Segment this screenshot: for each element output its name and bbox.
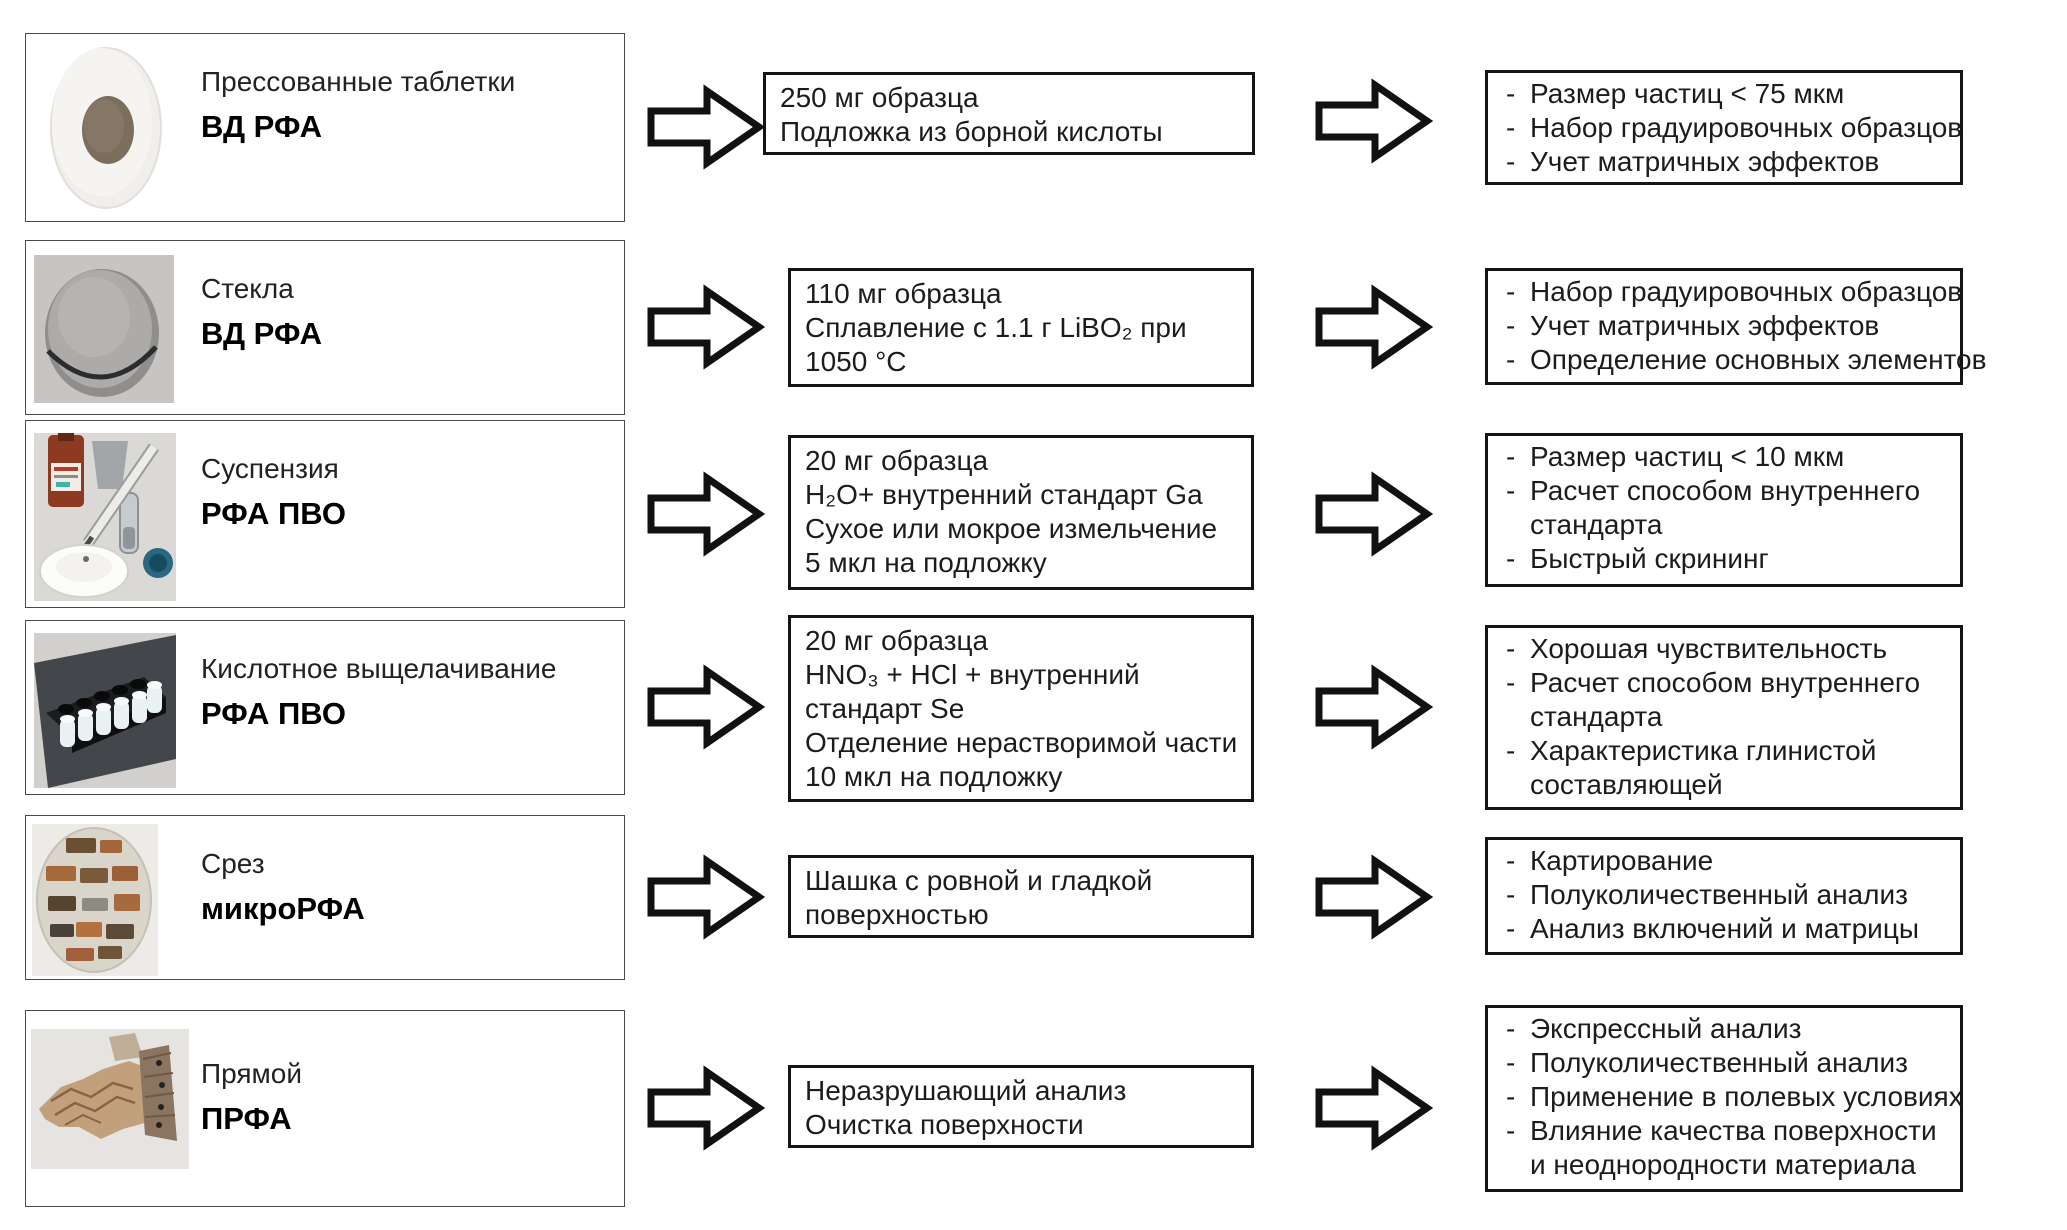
prep-line: поверхностью [805,899,989,930]
feature-text: составляющей [1530,769,1723,800]
feature-text: Полуколичественный анализ [1530,1047,1908,1078]
feature-item [1498,343,1987,377]
bullet-dash [1498,1148,1530,1182]
features-box [1485,268,1987,385]
flow-arrow-icon [1313,661,1433,753]
feature-text: Анализ включений и матрицы [1530,913,1919,944]
prep-line: Очистка поверхности [805,1109,1084,1140]
sample-type-label: Стекла [201,273,294,304]
feature-text: Характеристика глинистой [1530,735,1877,766]
sample-card-suspension [25,420,625,608]
sample-card-labels [201,451,346,533]
flow-arrow-icon [645,468,765,560]
feature-item [1498,632,1950,666]
feature-item [1498,700,1950,734]
preparation-box [788,435,1254,590]
flow-arrow-icon [1313,851,1433,943]
prep-line: H₂O+ внутренний стандарт Ga [805,479,1203,510]
prep-line: 5 мкл на подложку [805,547,1047,578]
prep-line: 10 мкл на подложку [805,761,1063,792]
bullet-dash: - [1506,1013,1516,1044]
bullet-dash [1498,700,1530,734]
feature-text: Размер частиц < 10 мкм [1530,441,1845,472]
bullet-dash: - [1506,913,1516,944]
sample-card-labels [201,1056,302,1138]
method-name-label: микроРФА [201,891,365,926]
preparation-box [788,268,1254,387]
feature-text: Быстрый скрининг [1530,543,1769,574]
features-box [1485,1005,1963,1192]
feature-text: Применение в полевых условиях [1530,1081,1963,1112]
preparation-box [763,72,1255,155]
feature-item [1498,1114,1950,1148]
prep-line: 20 мг образца [805,625,989,656]
sample-card-acid-leaching [25,620,625,795]
sample-card-cross-section [25,815,625,980]
sample-card-labels [201,651,556,733]
flow-arrow-icon [645,81,765,173]
features-box [1485,837,1963,955]
feature-text: стандарта [1530,701,1663,732]
acid-leaching-photo [34,633,176,788]
feature-item [1498,1148,1950,1182]
feature-item [1498,666,1950,700]
bullet-dash: - [1506,543,1516,574]
feature-text: Полуколичественный анализ [1530,879,1908,910]
feature-text: Влияние качества поверхности [1530,1115,1937,1146]
feature-item [1498,275,1963,309]
bullet-dash: - [1506,475,1516,506]
sample-type-label: Срез [201,848,265,879]
feature-text: Картирование [1530,845,1714,876]
sample-type-label: Прямой [201,1058,303,1089]
feature-text: Определение основных элементов [1530,344,1987,375]
features-box [1485,433,1963,587]
feature-text: Хорошая чувствительность [1530,633,1888,664]
bullet-dash: - [1506,1081,1516,1112]
feature-item [1498,878,1950,912]
prep-line: стандарт Se [805,693,965,724]
pressed-pellet-photo [38,42,188,214]
feature-item [1498,77,1950,111]
prep-line: HNO₃ + HCl + внутренний [805,659,1140,690]
flow-arrow-icon [1313,75,1433,167]
feature-item [1498,440,1950,474]
feature-text: стандарта [1530,509,1663,540]
method-name-label: РФА ПВО [201,496,346,531]
feature-text: Экспрессный анализ [1530,1013,1802,1044]
feature-item [1498,309,1950,343]
bullet-dash: - [1506,1047,1516,1078]
method-name-label: ВД РФА [201,316,323,351]
feature-item [1498,1046,1950,1080]
preparation-box [788,615,1254,802]
prep-line: Неразрушающий анализ [805,1075,1127,1106]
preparation-box [788,855,1254,938]
bullet-dash: - [1506,735,1516,766]
sample-card-labels [201,271,322,353]
method-name-label: ВД РФА [201,109,323,144]
bullet-dash: - [1506,344,1516,375]
sample-type-label: Суспензия [201,453,339,484]
bullet-dash: - [1506,845,1516,876]
bullet-dash: - [1506,112,1516,143]
feature-text: Расчет способом внутреннего [1530,667,1921,698]
features-box [1485,625,1963,810]
flow-arrow-icon [1313,468,1433,560]
flow-arrow-icon [645,1062,765,1154]
feature-item [1498,542,1950,576]
feature-item [1498,1080,1963,1114]
cross-section-photo [32,824,158,976]
bullet-dash: - [1506,78,1516,109]
prep-line: Сплавление с 1.1 г LiBO₂ при [805,312,1187,343]
feature-text: Набор градуировочных образцов [1530,276,1963,307]
prep-line: Подложка из борной кислоты [780,116,1163,147]
feature-item [1498,474,1950,508]
bullet-dash: - [1506,146,1516,177]
prep-line: 250 мг образца [780,82,979,113]
bullet-dash: - [1506,441,1516,472]
feature-item [1498,508,1950,542]
flow-arrow-icon [645,661,765,753]
sample-card-pressed-pellets [25,33,625,222]
sample-card-direct [25,1010,625,1207]
prep-line: 110 мг образца [805,278,1002,309]
bullet-dash: - [1506,633,1516,664]
prep-line: 1050 °C [805,346,907,377]
feature-text: Учет матричных эффектов [1530,310,1880,341]
method-name-label: РФА ПВО [201,696,346,731]
feature-item [1498,1012,1950,1046]
sample-card-labels [201,64,515,146]
direct-sherd-photo [31,1029,189,1169]
feature-item [1498,912,1950,946]
bullet-dash: - [1506,1115,1516,1146]
feature-text: Размер частиц < 75 мкм [1530,78,1845,109]
prep-line: Сухое или мокрое измельчение [805,513,1218,544]
flow-arrow-icon [1313,281,1433,373]
method-name-label: ПРФА [201,1101,292,1136]
feature-item [1498,734,1950,768]
sample-card-labels [201,846,365,928]
bullet-dash: - [1506,310,1516,341]
feature-text: и неоднородности материала [1530,1149,1916,1180]
prep-line: Шашка с ровной и гладкой [805,865,1153,896]
flow-arrow-icon [645,281,765,373]
prep-line: Отделение нерастворимой части [805,727,1238,758]
feature-item [1498,768,1950,802]
sample-type-label: Прессованные таблетки [201,66,516,97]
features-box [1485,70,1963,185]
bullet-dash: - [1506,667,1516,698]
bullet-dash: - [1506,879,1516,910]
feature-item [1498,145,1950,179]
feature-item [1498,111,1963,145]
feature-text: Набор градуировочных образцов [1530,112,1963,143]
sample-card-glass [25,240,625,415]
bullet-dash: - [1506,276,1516,307]
sample-type-label: Кислотное выщелачивание [201,653,557,684]
flow-arrow-icon [645,851,765,943]
preparation-box [788,1065,1254,1148]
flow-arrow-icon [1313,1062,1433,1154]
feature-item [1498,844,1950,878]
glass-bead-photo [34,255,174,403]
feature-text: Расчет способом внутреннего [1530,475,1921,506]
suspension-photo [34,433,176,601]
feature-text: Учет матричных эффектов [1530,146,1880,177]
bullet-dash [1498,508,1530,542]
bullet-dash [1498,768,1530,802]
prep-line: 20 мг образца [805,445,989,476]
